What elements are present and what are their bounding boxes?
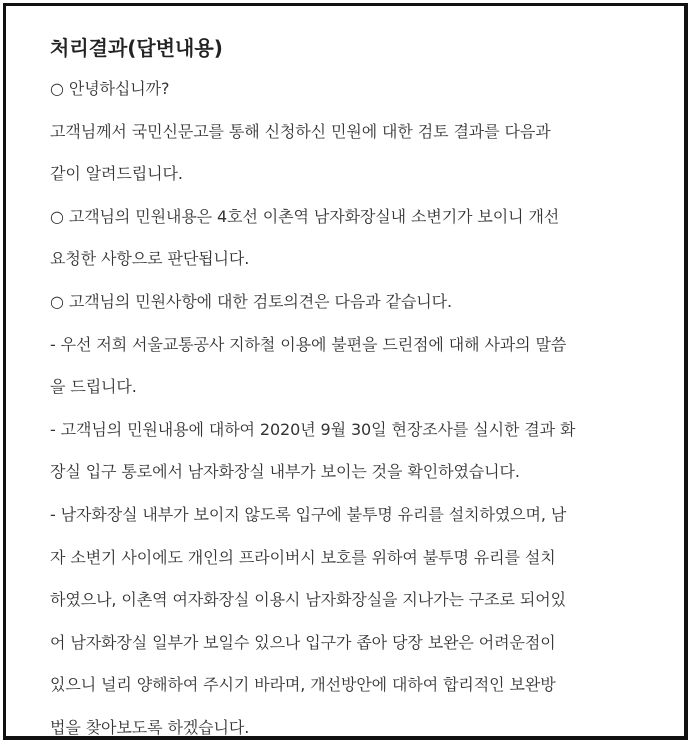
section-title: 처리결과(답변내용) [50,36,223,60]
text-line: 자 소변기 사이에도 개인의 프라이버시 보호를 위하여 불투명 유리를 설치 [50,547,556,567]
text-line: 요청한 사항으로 판단됩니다. [50,249,250,269]
document-frame [3,3,688,740]
text-line: 고객님께서 국민신문고를 통해 신청하신 민원에 대한 검토 결과를 다음과 [50,121,551,141]
text-line: - 고객님의 민원내용에 대하여 2020년 9월 30일 현장조사를 실시한 결과 화 [50,419,576,439]
text-line: 법을 찾아보도록 하겠습니다. [50,717,250,737]
text-line: - 남자화장실 내부가 보이지 않도록 입구에 불투명 유리를 설치하였으며, 남 [50,504,567,524]
text-line: 있으니 널리 양해하여 주시기 바라며, 개선방안에 대하여 합리적인 보완방 [50,675,556,695]
text-line: 어 남자화장실 일부가 보일수 있으나 입구가 좁아 당장 보완은 어려운점이 [50,632,556,652]
response-content [50,28,650,740]
text-line: ○ 고객님의 민원내용은 4호선 이촌역 남자화장실내 소변기가 보이니 개선 [50,206,560,226]
text-line: ○ 고객님의 민원사항에 대한 검토의견은 다음과 같습니다. [50,291,452,311]
text-line: - 우선 저희 서울교통공사 지하철 이용에 불편을 드린점에 대해 사과의 말씀 [50,334,567,354]
text-line: 같이 알려드립니다. [50,164,183,184]
text-line: 하였으나, 이촌역 여자화장실 이용시 남자화장실을 지나가는 구조로 되어있 [50,590,566,610]
text-line: ○ 안녕하십니까? [50,79,170,98]
text-line: 장실 입구 통로에서 남자화장실 내부가 보이는 것을 확인하였습니다. [50,462,520,482]
text-line: 을 드립니다. [50,377,137,397]
